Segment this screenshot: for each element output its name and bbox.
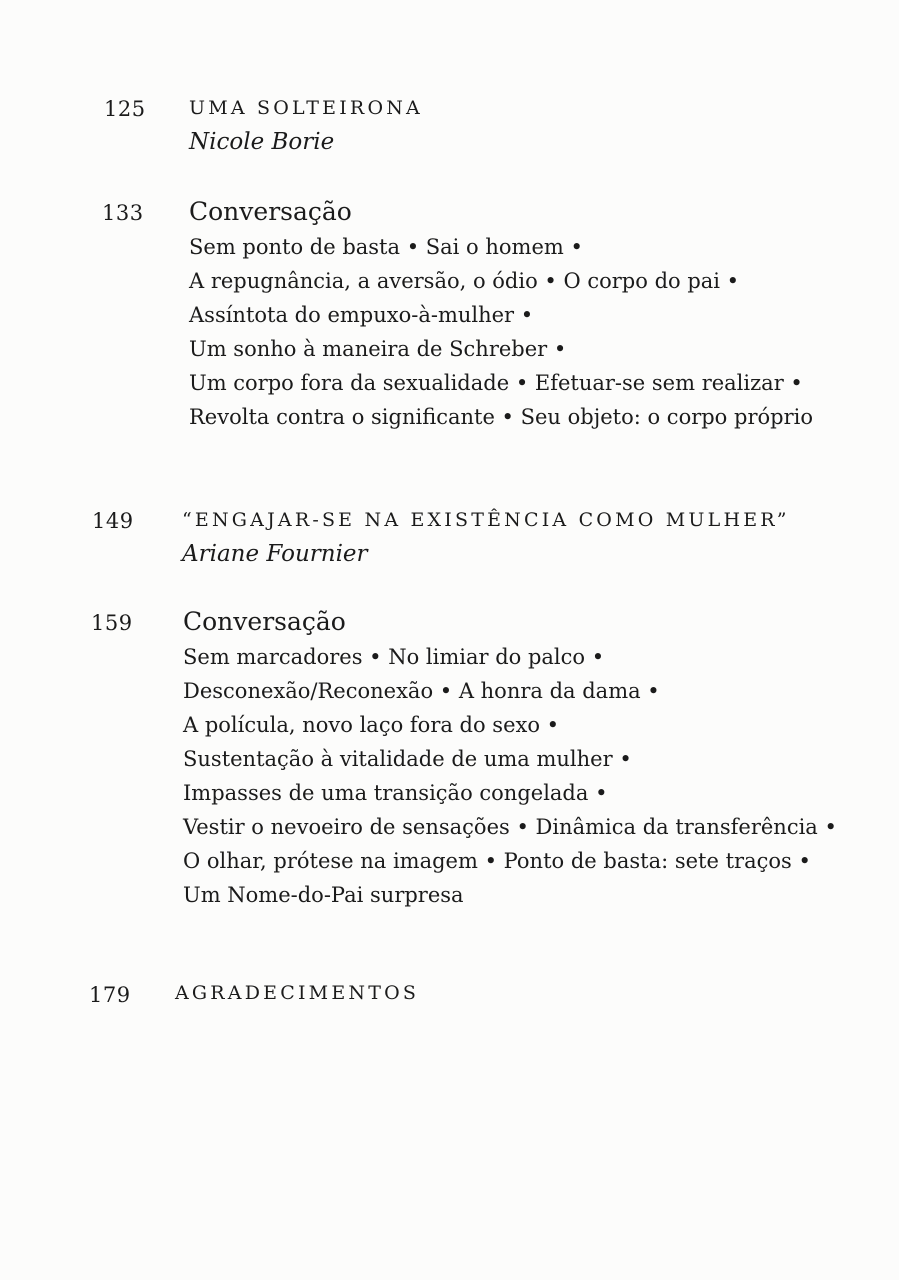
chapter-title: “ENGAJAR-SE NA EXISTÊNCIA COMO MULHER” [182, 509, 790, 531]
topic-line: Assíntota do empuxo-à-mulher • [189, 303, 534, 327]
topic-line: Revolta contra o significante • Seu objeto: o corpo próprio [189, 405, 813, 429]
topic-line: Vestir o nevoeiro de sensações • Dinâmica da transferência • [183, 815, 837, 839]
section-heading: Conversação [183, 607, 346, 636]
topic-line: Um corpo fora da sexualidade • Efetuar-se sem realizar • [189, 371, 803, 395]
topic-line: A repugnância, a aversão, o ódio • O corpo do pai • [189, 269, 740, 293]
topic-line: Desconexão/Reconexão • A honra da dama • [183, 679, 660, 703]
topic-line: O olhar, prótese na imagem • Ponto de basta: sete traços • [183, 849, 811, 873]
page-number: 159 [91, 611, 133, 635]
page-number: 179 [89, 983, 131, 1007]
topic-line: Um Nome-do-Pai surpresa [183, 883, 464, 907]
topic-line: Sem marcadores • No limiar do palco • [183, 645, 605, 669]
page-number: 133 [102, 201, 144, 225]
chapter-author: Ariane Fournier [182, 541, 368, 567]
topic-line: Sustentação à vitalidade de uma mulher • [183, 747, 632, 771]
page-number: 125 [104, 97, 146, 121]
section-heading: Conversação [189, 197, 352, 226]
topic-line: Impasses de uma transição congelada • [183, 781, 608, 805]
topic-line: A polícula, novo laço fora do sexo • [183, 713, 560, 737]
chapter-author: Nicole Borie [189, 129, 335, 155]
topic-line: Sem ponto de basta • Sai o homem • [189, 235, 583, 259]
page-number: 149 [92, 509, 134, 533]
chapter-title: UMA SOLTEIRONA [189, 97, 423, 119]
chapter-title: AGRADECIMENTOS [175, 982, 420, 1004]
topic-line: Um sonho à maneira de Schreber • [189, 337, 567, 361]
